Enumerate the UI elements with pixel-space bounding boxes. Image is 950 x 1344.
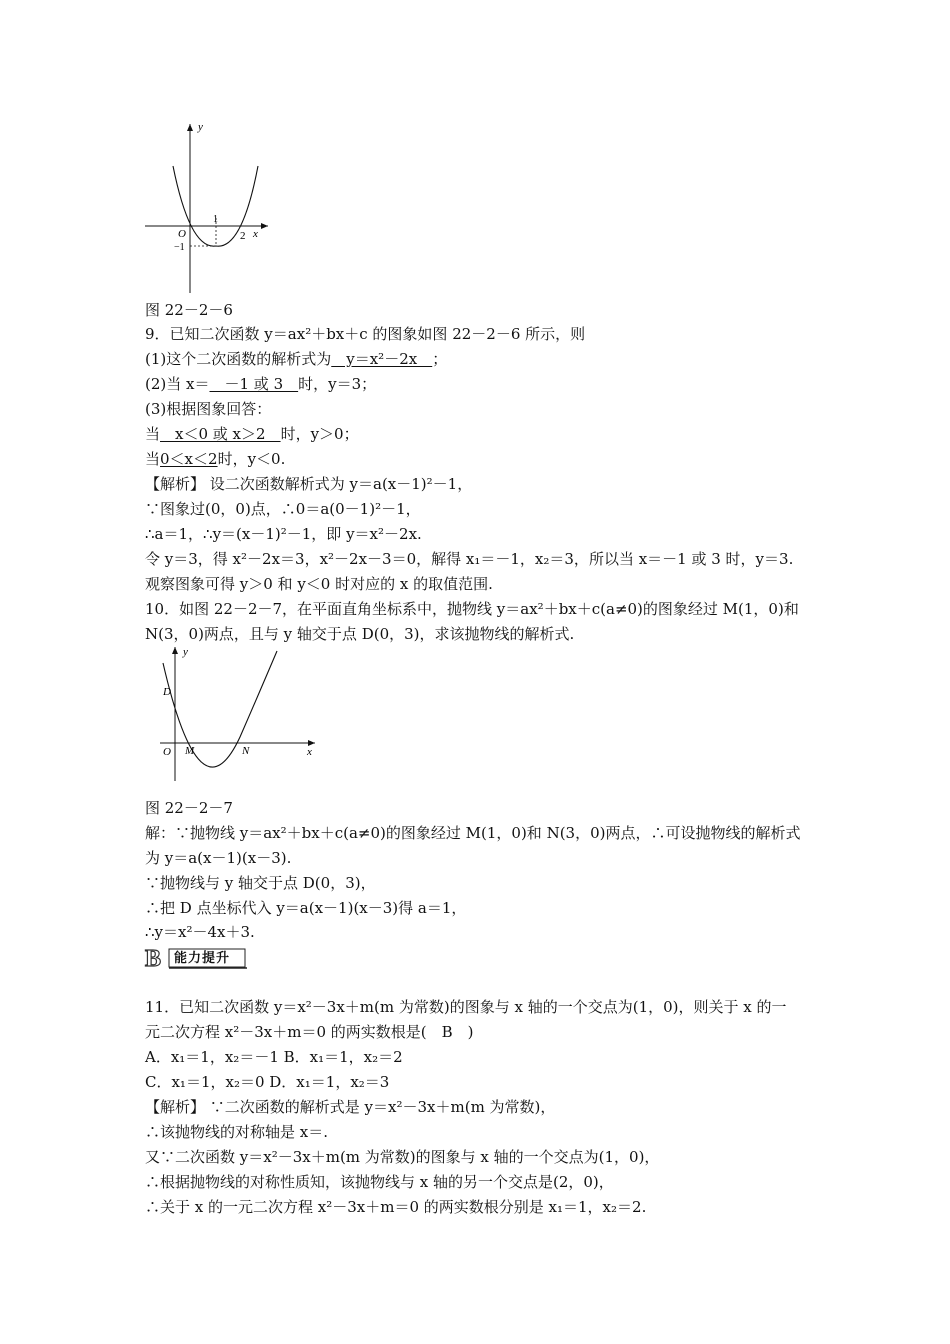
q9-part3a-prefix: 当 <box>145 425 161 443</box>
q9-analysis-line: ∵图象过(0，0)点，∴0＝a(0－1)²－1， <box>145 500 421 518</box>
q9-part1-answer: y＝x²－2x <box>331 350 433 368</box>
q10-solution-line: 解：∵抛物线 y＝ax²＋bx＋c(a≠0)的图象经过 M(1，0)和 N(3，0)两点，∴可设抛物线的解析式 <box>145 824 801 842</box>
q11-analysis-line: ∴根据抛物线的对称性质知，该抛物线与 x 轴的另一个交点是(2，0)， <box>145 1173 614 1191</box>
origin-label: O <box>163 746 171 758</box>
q9-part3a-suffix: 时，y＞0； <box>280 425 359 443</box>
badge-letter: B <box>145 946 162 970</box>
q9-analysis-line: 令 y＝3，得 x²－2x＝3，x²－2x－3＝0，解得 x₁＝－1，x₂＝3，所以当 x＝－1 或 3 时，y＝3. <box>145 550 794 568</box>
q9-part3a-answer: x＜0 或 x＞2 <box>160 425 281 443</box>
tick-label-1: 1 <box>213 214 218 225</box>
tick-label-2: 2 <box>240 230 246 242</box>
q10-solution-line: ∴把 D 点坐标代入 y＝a(x－1)(x－3)得 a＝1， <box>145 899 467 917</box>
q9-part3a <box>145 424 815 444</box>
origin-label: O <box>178 228 186 240</box>
figure-caption-22-2-7: 图 22－2－7 <box>145 799 233 817</box>
q9-stem: 9．已知二次函数 y＝ax²＋bx＋c 的图象如图 22－2－6 所示，则 <box>145 325 586 343</box>
q11-analysis-line: ∴该抛物线的对称轴是 x＝. <box>145 1123 328 1141</box>
q9-part3b-answer: 0＜x＜2 <box>160 450 218 468</box>
parabola-curve <box>163 651 277 767</box>
q9-part1-prefix: (1)这个二次函数的解析式为 <box>145 350 332 368</box>
q11-stem-line: 11．已知二次函数 y＝x²－3x＋m(m 为常数)的图象与 x 轴的一个交点为(1，0)，则关于 x 的一 <box>145 998 787 1016</box>
y-axis-label: y <box>198 121 203 133</box>
q11-analysis-line: 又∵二次函数 y＝x²－3x＋m(m 为常数)的图象与 x 轴的一个交点为(1，0)， <box>145 1148 660 1166</box>
q11-options-line: A．x₁＝1，x₂＝－1 B．x₁＝1，x₂＝2 <box>145 1048 403 1066</box>
y-axis-arrow <box>187 124 193 131</box>
tick-label-neg1: −1 <box>174 242 185 253</box>
q10-stem-line: 10．如图 22－2－7，在平面直角坐标系中，抛物线 y＝ax²＋bx＋c(a≠0)的图象经过 M(1，0)和 <box>145 600 799 618</box>
q11-analysis-line: ∴关于 x 的一元二次方程 x²－3x＋m＝0 的两实数根分别是 x₁＝1，x₂＝2. <box>145 1198 647 1216</box>
x-axis-label: x <box>307 746 312 758</box>
q9-part3b-suffix: 时，y＜0. <box>217 450 286 468</box>
y-axis-arrow <box>172 647 178 654</box>
q10-solution-line: ∵抛物线与 y 轴交于点 D(0，3)， <box>145 874 376 892</box>
q9-part1-suffix: ； <box>432 350 448 368</box>
x-axis-arrow <box>261 223 268 229</box>
point-n-label: N <box>242 745 250 757</box>
q10-solution-line: 为 y＝a(x－1)(x－3). <box>145 849 292 867</box>
q9-analysis-line: 【解析】 设二次函数解析式为 y＝a(x－1)²－1， <box>145 475 473 493</box>
q9-part3b-prefix: 当 <box>145 450 161 468</box>
q9-part2 <box>145 374 815 394</box>
y-axis-label: y <box>183 646 188 658</box>
q9-part1 <box>145 349 815 369</box>
q9-part2-suffix: 时，y＝3； <box>298 375 377 393</box>
q9-part2-answer: －1 或 3 <box>209 375 299 393</box>
point-m-label: M <box>185 745 195 757</box>
q9-analysis-line: 观察图象可得 y＞0 和 y＜0 时对应的 x 的取值范围. <box>145 575 493 593</box>
q9-part3b <box>145 449 815 469</box>
q11-analysis-line: 【解析】 ∵二次函数的解析式是 y＝x²－3x＋m(m 为常数)， <box>145 1098 556 1116</box>
q11-options-line: C．x₁＝1，x₂＝0 D．x₁＝1，x₂＝3 <box>145 1073 390 1091</box>
badge-label: 能力提升 <box>174 951 231 966</box>
figure-22-2-6 <box>140 118 275 298</box>
q9-analysis-line: ∴a＝1，∴y＝(x－1)²－1，即 y＝x²－2x. <box>145 525 422 543</box>
q10-stem-line: N(3，0)两点，且与 y 轴交于点 D(0，3)，求该抛物线的解析式. <box>145 625 575 643</box>
q9-part3: (3)根据图象回答： <box>145 400 272 418</box>
figure-22-2-7 <box>145 643 320 785</box>
point-d-label: D <box>163 686 171 698</box>
q11-stem-line: 元二次方程 x²－3x＋m＝0 的两实数根是( B ) <box>145 1023 474 1041</box>
q10-solution-line: ∴y＝x²－4x＋3. <box>145 923 255 941</box>
x-axis-label: x <box>253 228 258 240</box>
q9-part2-prefix: (2)当 x＝ <box>145 375 210 393</box>
figure-caption-22-2-6: 图 22－2－6 <box>145 301 233 319</box>
